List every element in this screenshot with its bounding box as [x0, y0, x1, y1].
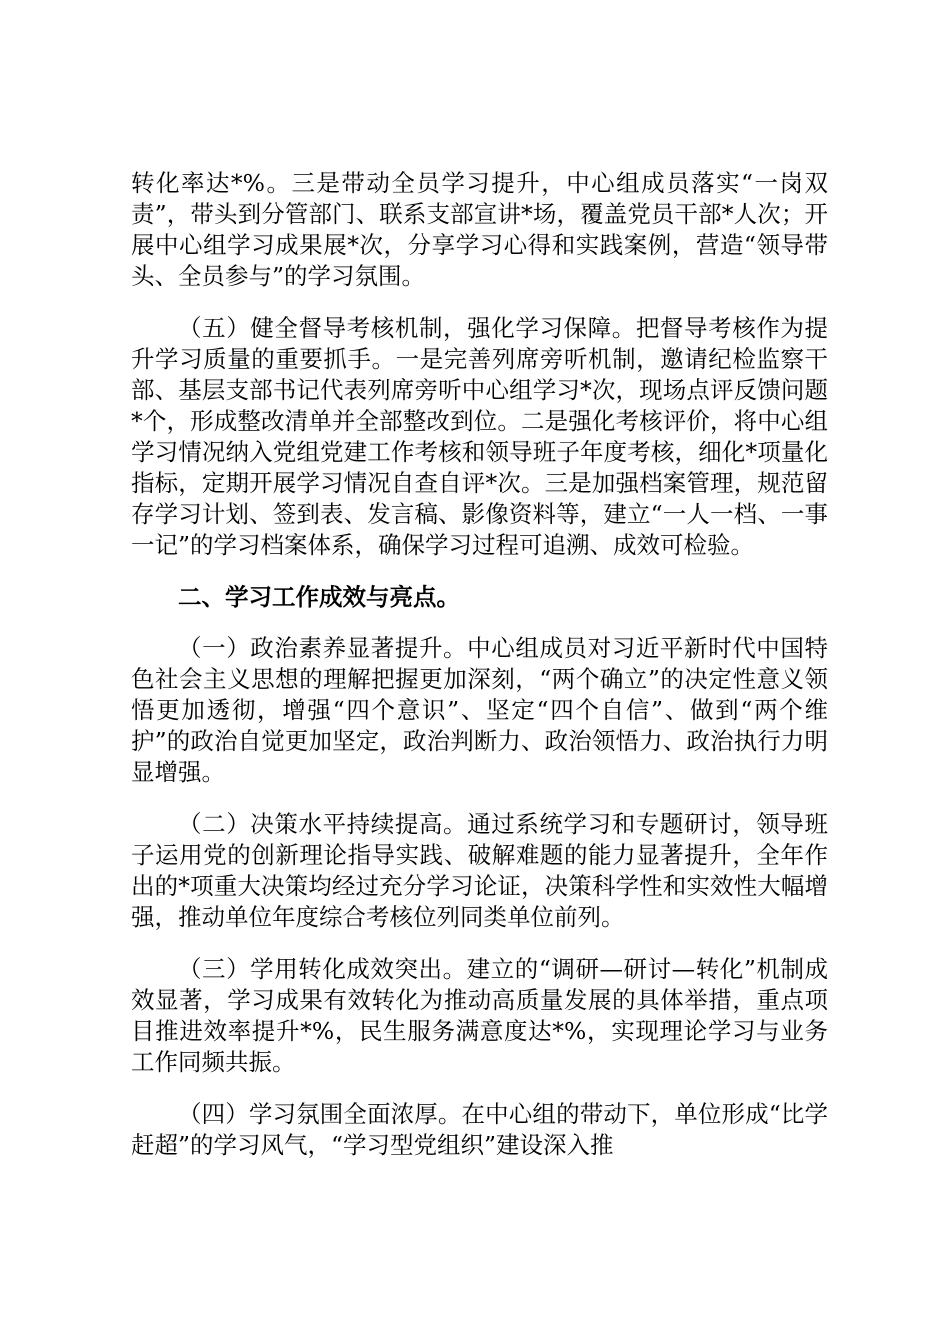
paragraph-continuation: 转化率达*%。三是带动全员学习提升，中心组成员落实“一岗双责”，带头到分管部门、联系支部宣讲*场，覆盖党员干部*人次；开展中心组学习成果展*次，分享学习心得和实践案例，营造“领导带头、全员参与”的学习氛围。 [131, 169, 828, 290]
paragraph-learning-application: （三）学用转化成效突出。建立的“调研—研讨—转化”机制成效显著，学习成果有效转化为推动高质量发展的具体举措，重点项目推进效率提升*%，民生服务满意度达*%，实现理论学习与业务工作同频共振。 [131, 955, 828, 1076]
paragraph-decision-making: （二）决策水平持续提高。通过系统学习和专题研讨，领导班子运用党的创新理论指导实践、破解难题的能力显著提升，全年作出的*项重大决策均经过充分学习论证，决策科学性和实效性大幅增强，推动单位年度综合考核位列同类单位前列。 [131, 810, 828, 931]
paragraph-supervision-mechanism: （五）健全督导考核机制，强化学习保障。把督导考核作为提升学习质量的重要抓手。一是完善列席旁听机制，邀请纪检监察干部、基层支部书记代表列席旁听中心组学习*次，现场点评反馈问题*个，形成整改清单并全部整改到位。二是强化考核评价，将中心组学习情况纳入党组党建工作考核和领导班子年度考核，细化*项量化指标，定期开展学习情况自查自评*次。三是加强档案管理，规范留存学习计划、签到表、发言稿、影像资料等，建立“一人一档、一事一记”的学习档案体系，确保学习过程可追溯、成效可检验。 [131, 314, 828, 559]
paragraph-political-literacy: （一）政治素养显著提升。中心组成员对习近平新时代中国特色社会主义思想的理解把握更加深刻，“两个确立”的决定性意义领悟更加透彻，增强“四个意识”、坚定“四个自信”、做到“两个维护”的政治自觉更加坚定，政治判断力、政治领悟力、政治执行力明显增强。 [131, 634, 828, 786]
section-heading-results: 二、学习工作成效与亮点。 [178, 583, 460, 611]
paragraph-learning-atmosphere: （四）学习氛围全面浓厚。在中心组的带动下，单位形成“比学赶超”的学习风气，“学习型党组织”建设深入推 [131, 1100, 828, 1159]
document-body [131, 168, 828, 1182]
